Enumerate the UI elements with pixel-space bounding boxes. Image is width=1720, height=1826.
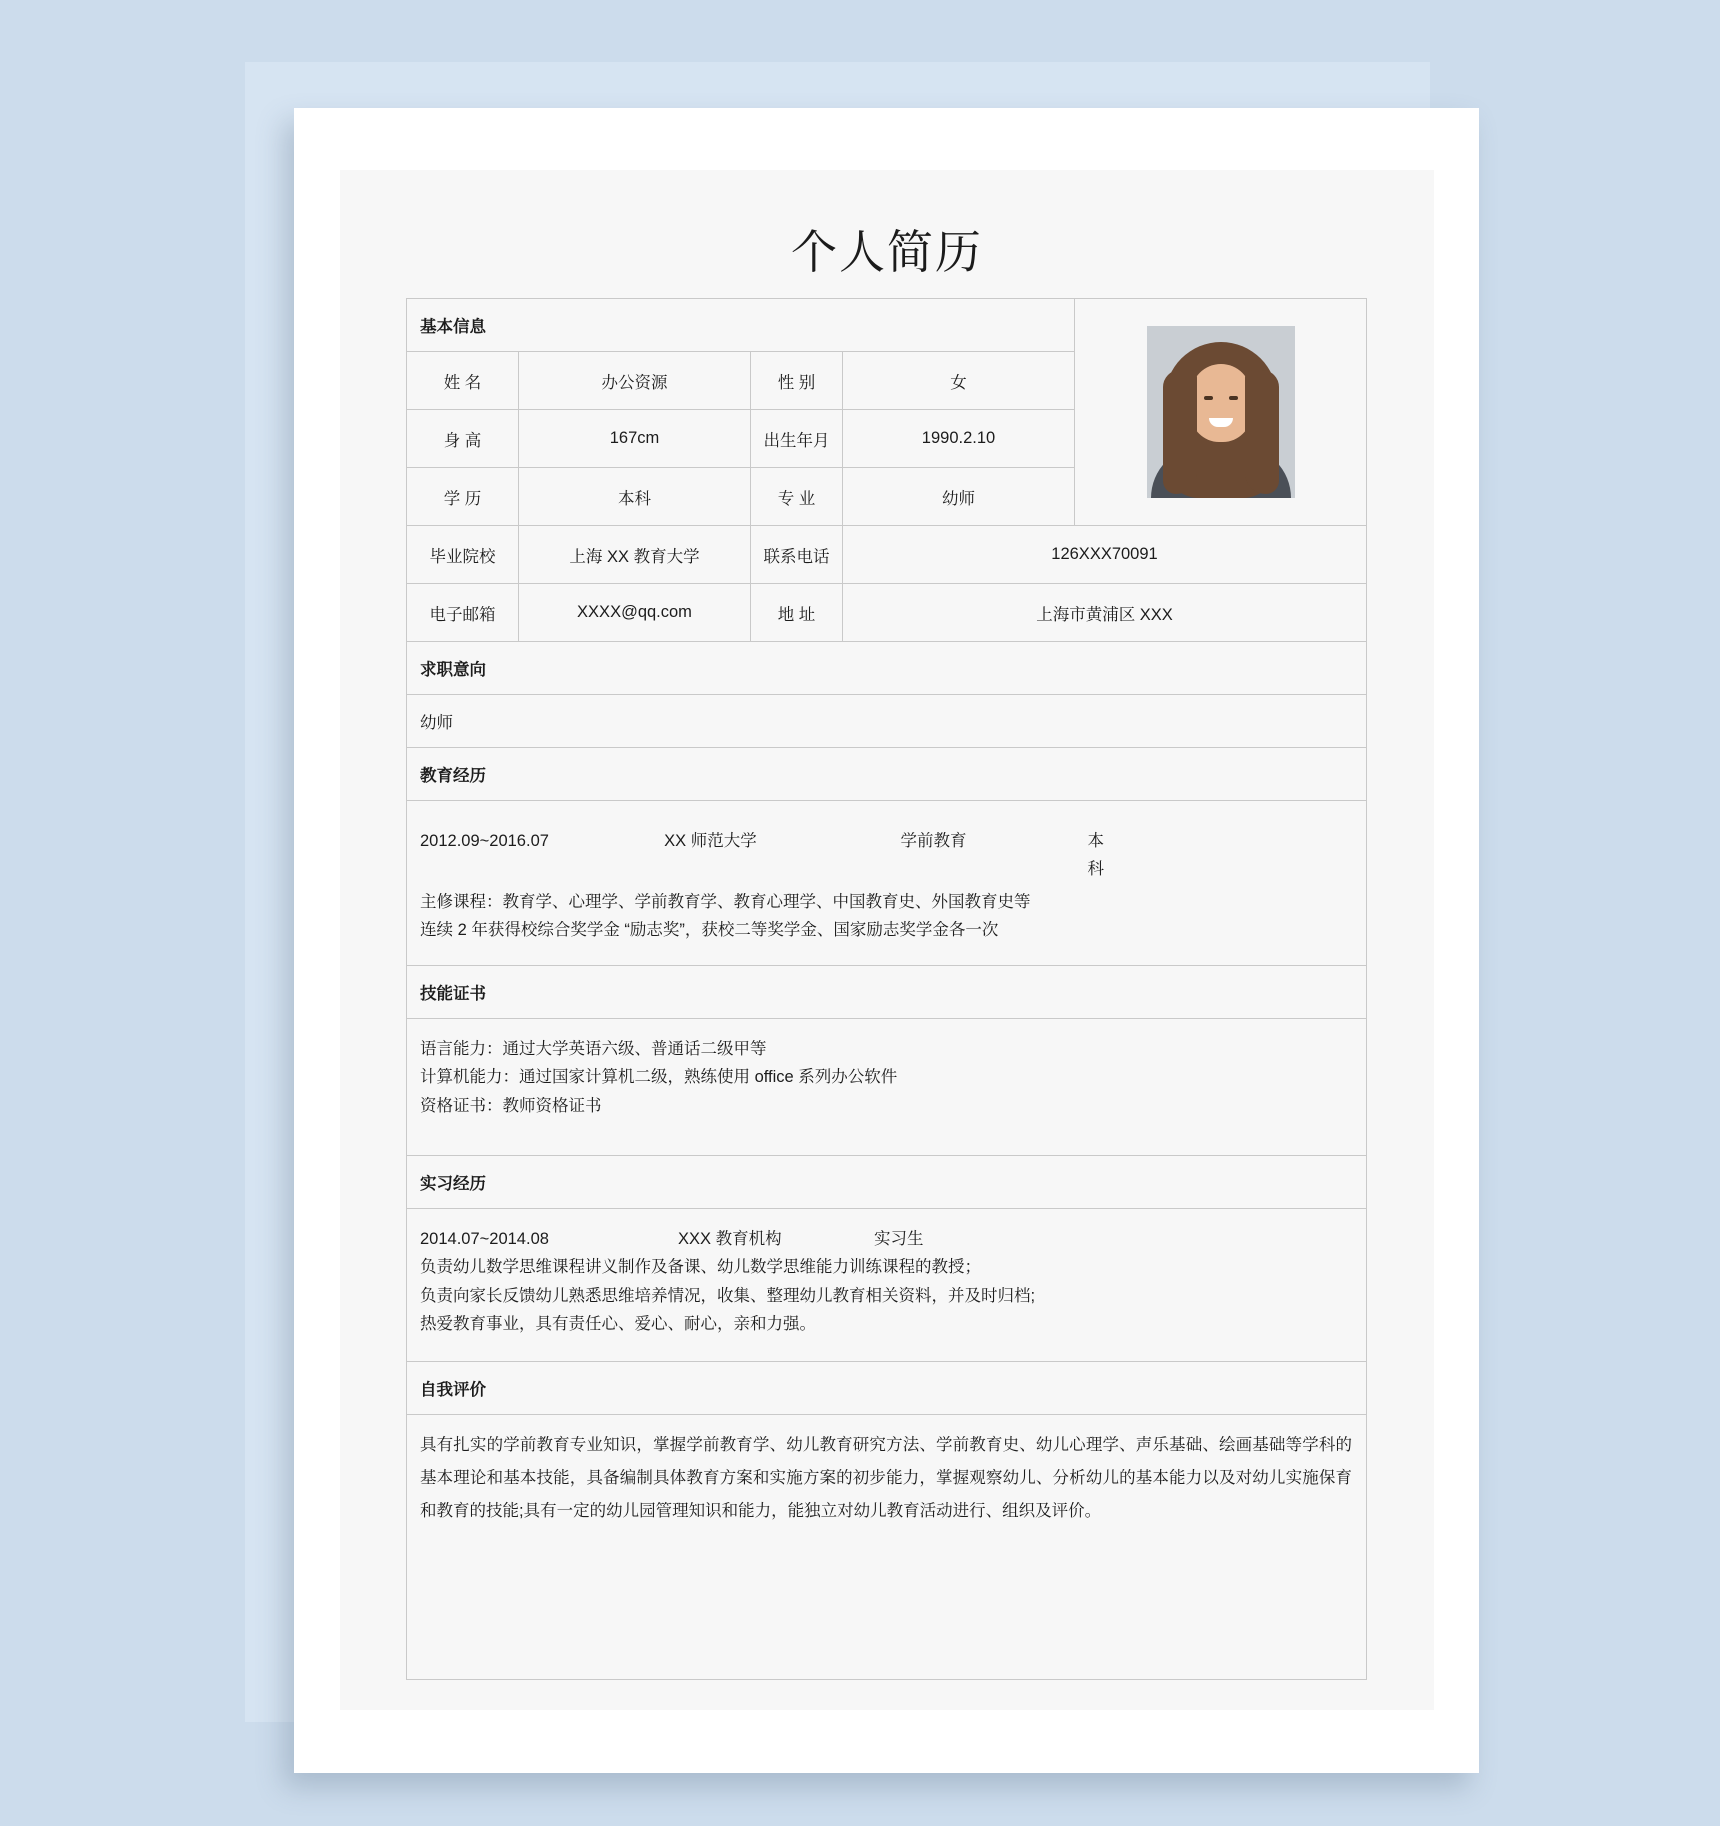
table-row xyxy=(407,299,1367,352)
internship-duty-2: 负责向家长反馈幼儿熟悉思维培养情况，收集、整理幼儿教育相关资料，并及时归档; xyxy=(420,1286,1036,1305)
value-birth: 1990.2.10 xyxy=(843,410,1075,468)
label-email: 电子邮箱 xyxy=(407,584,519,642)
certificates-computer: 计算机能力：通过国家计算机二级，熟练使用 office 系列办公软件 xyxy=(420,1068,898,1087)
internship-company: XXX 教育机构 xyxy=(678,1230,782,1248)
education-honors: 连续 2 年获得校综合奖学金 “励志奖”，获校二等奖学金、国家励志奖学金各一次 xyxy=(420,921,999,940)
label-degree: 学 历 xyxy=(407,468,519,526)
education-major: 学前教育 xyxy=(900,832,967,850)
table-row xyxy=(407,1362,1367,1415)
internship-period: 2014.07~2014.08 xyxy=(420,1230,549,1248)
section-header-basic-info: 基本信息 xyxy=(407,299,1075,352)
education-block xyxy=(407,801,1367,966)
label-phone: 联系电话 xyxy=(751,526,843,584)
label-school: 毕业院校 xyxy=(407,526,519,584)
table-row xyxy=(407,1019,1367,1156)
self-evaluation-text: 具有扎实的学前教育专业知识，掌握学前教育学、幼儿教育研究方法、学前教育史、幼儿心理学、声乐基础、绘画基础等学科的基本理论和基本技能，具备编制具体教育方案和实施方案的初步能力，掌握观察幼儿、分析幼儿的基本能力以及对幼儿实施保育和教育的技能;具有一定的幼儿园管理知识和能力，能独立对幼儿教育活动进行、组织及评价。 xyxy=(407,1415,1367,1680)
table-row xyxy=(407,526,1367,584)
internship-role: 实习生 xyxy=(874,1230,924,1248)
photo-cell xyxy=(1075,299,1367,526)
value-major: 幼师 xyxy=(843,468,1075,526)
resume-body xyxy=(406,298,1366,1680)
table-row xyxy=(407,748,1367,801)
value-school: 上海 XX 教育大学 xyxy=(519,526,751,584)
value-height: 167cm xyxy=(519,410,751,468)
section-header-internship: 实习经历 xyxy=(407,1156,1367,1209)
table-row xyxy=(407,695,1367,748)
label-birth: 出生年月 xyxy=(751,410,843,468)
table-row xyxy=(407,642,1367,695)
value-phone: 126XXX70091 xyxy=(843,526,1367,584)
education-degree: 本科 xyxy=(1087,832,1104,879)
label-height: 身 高 xyxy=(407,410,519,468)
resume-table xyxy=(406,298,1367,1680)
label-major: 专 业 xyxy=(751,468,843,526)
label-gender: 性 别 xyxy=(751,352,843,410)
table-row xyxy=(407,1209,1367,1362)
label-name: 姓 名 xyxy=(407,352,519,410)
resume-document xyxy=(340,170,1434,1710)
internship-block xyxy=(407,1209,1367,1362)
education-courses: 主修课程：教育学、心理学、学前教育学、教育心理学、中国教育史、外国教育史等 xyxy=(420,892,1031,911)
certificates-block xyxy=(407,1019,1367,1156)
value-degree: 本科 xyxy=(519,468,751,526)
label-address: 地 址 xyxy=(751,584,843,642)
section-header-education: 教育经历 xyxy=(407,748,1367,801)
table-row xyxy=(407,584,1367,642)
value-gender: 女 xyxy=(843,352,1075,410)
value-name: 办公资源 xyxy=(519,352,751,410)
table-row xyxy=(407,966,1367,1019)
value-email: XXXX@qq.com xyxy=(519,584,751,642)
job-intent-value: 幼师 xyxy=(407,695,1367,748)
internship-duty-3: 热爱教育事业，具有责任心、爱心、耐心，亲和力强。 xyxy=(420,1315,816,1334)
section-header-job-intent: 求职意向 xyxy=(407,642,1367,695)
certificates-qualification: 资格证书：教师资格证书 xyxy=(420,1096,602,1115)
table-row xyxy=(407,1415,1367,1680)
table-row xyxy=(407,801,1367,966)
section-header-self-evaluation: 自我评价 xyxy=(407,1362,1367,1415)
education-period: 2012.09~2016.07 xyxy=(420,832,549,850)
education-school: XX 师范大学 xyxy=(664,832,757,850)
certificates-language: 语言能力：通过大学英语六级、普通话二级甲等 xyxy=(420,1040,767,1058)
avatar xyxy=(1147,326,1295,498)
page-title: 个人简历 xyxy=(791,225,983,279)
section-header-certificates: 技能证书 xyxy=(407,966,1367,1019)
value-address: 上海市黄浦区 XXX xyxy=(843,584,1367,642)
internship-duty-1: 负责幼儿数学思维课程讲义制作及备课、幼儿数学思维能力训练课程的教授； xyxy=(420,1258,981,1277)
table-row xyxy=(407,1156,1367,1209)
